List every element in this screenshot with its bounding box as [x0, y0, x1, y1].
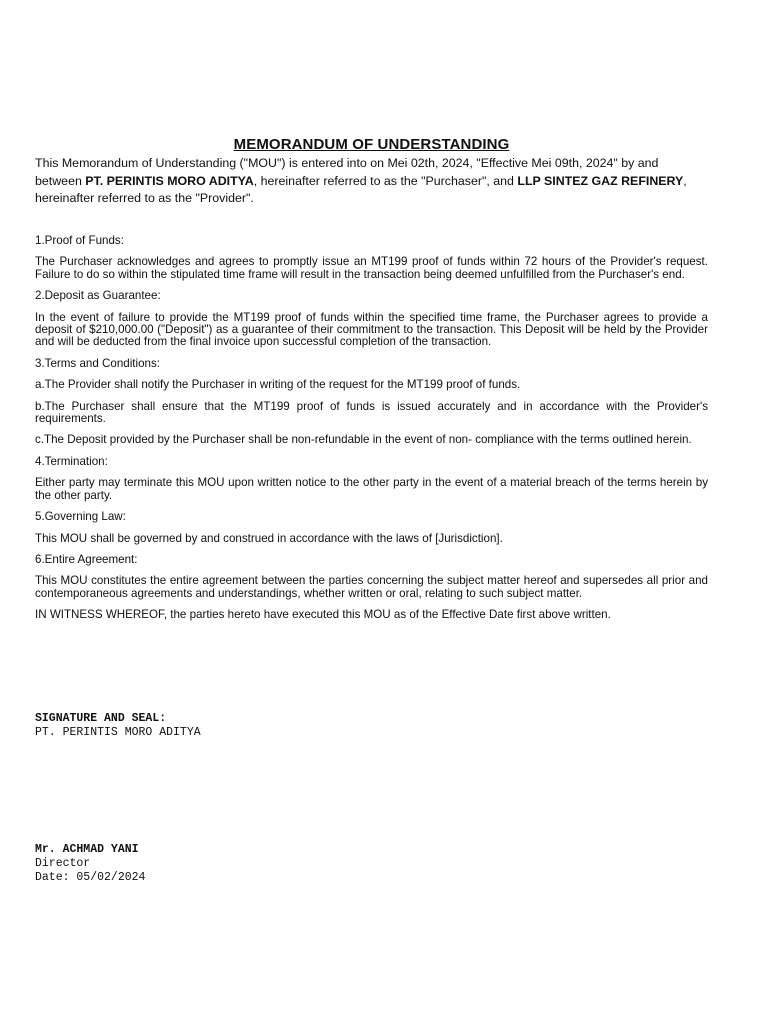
section-heading-entire-agreement: 6.Entire Agreement:: [35, 552, 138, 566]
intro-text-2: , hereinafter referred to as the "Purchaser", and: [253, 173, 518, 188]
section-heading-termination: 4.Termination:: [35, 454, 108, 468]
signature-date: Date: 05/02/2024: [35, 871, 146, 884]
signer-title: Director: [35, 857, 91, 870]
section-heading-governing-law: 5.Governing Law:: [35, 510, 126, 524]
section-text-governing-law: This MOU shall be governed by and construed in accordance with the laws of [Jurisdiction].: [35, 531, 503, 545]
section-heading-terms: 3.Terms and Conditions:: [35, 356, 161, 370]
signature-label: SIGNATURE AND SEAL:: [35, 712, 167, 725]
section-text-proof-of-funds: The Purchaser acknowledges and agrees to promptly issue an MT199 proof of funds within 72 hours of the Provider's request. Failure to do so within the stipulated time frame will result in the transaction being deemed unfulfilled from the Purchaser's end.: [35, 255, 708, 281]
terms-item-a: a.The Provider shall notify the Purchaser in writing of the request for the MT199 proof of funds.: [35, 378, 521, 392]
document-body: [35, 235, 708, 631]
witness-statement: IN WITNESS WHEREOF, the parties hereto have executed this MOU as of the Effective Date first above written.: [35, 608, 611, 622]
signature-block: [35, 712, 708, 740]
intro-paragraph: [35, 155, 708, 208]
section-heading-proof-of-funds: 1.Proof of Funds:: [35, 234, 124, 247]
signature-company: PT. PERINTIS MORO ADITYA: [35, 726, 201, 739]
provider-name: LLP SINTEZ GAZ REFINERY: [517, 173, 684, 188]
terms-item-b: b.The Purchaser shall ensure that the MT199 proof of funds is issued accurately and in accordance with the Provider's requirements.: [35, 399, 708, 426]
section-text-deposit: In the event of failure to provide the MT199 proof of funds within the specified time frame, the Purchaser agrees to provide a deposit of $210,000.00 ("Deposit") as a guarantee of their commitment to the transaction. This Deposit will be held by the Provider and will be deducted from the final invoice upon successful completion of the transaction.: [35, 310, 708, 349]
signer-block: [35, 843, 708, 885]
intro-text-3: , hereinafter referred to as the "Provider".: [35, 173, 687, 205]
section-text-entire-agreement: This MOU constitutes the entire agreement between the parties concerning the subject matter hereof and supersedes all prior and contemporaneous agreements and understandings, whether written or oral, relating to such subject matter.: [35, 574, 708, 600]
terms-item-c: c.The Deposit provided by the Purchaser shall be non-refundable in the event of non- compliance with the terms outlined herein.: [35, 433, 692, 447]
intro-text-1: This Memorandum of Understanding ("MOU") is entered into on Mei 02th, 2024, "Effective Mei 09th, 2024" by and between: [35, 156, 659, 188]
purchaser-name: PT. PERINTIS MORO ADITYA: [85, 173, 254, 188]
section-text-termination: Either party may terminate this MOU upon written notice to the other party in the event of a material breach of the terms herein by the other party.: [35, 476, 708, 502]
signer-name: Mr. ACHMAD YANI: [35, 843, 139, 856]
document-title: MEMORANDUM OF UNDERSTANDING: [233, 136, 510, 153]
section-heading-deposit: 2.Deposit as Guarantee:: [35, 289, 161, 303]
